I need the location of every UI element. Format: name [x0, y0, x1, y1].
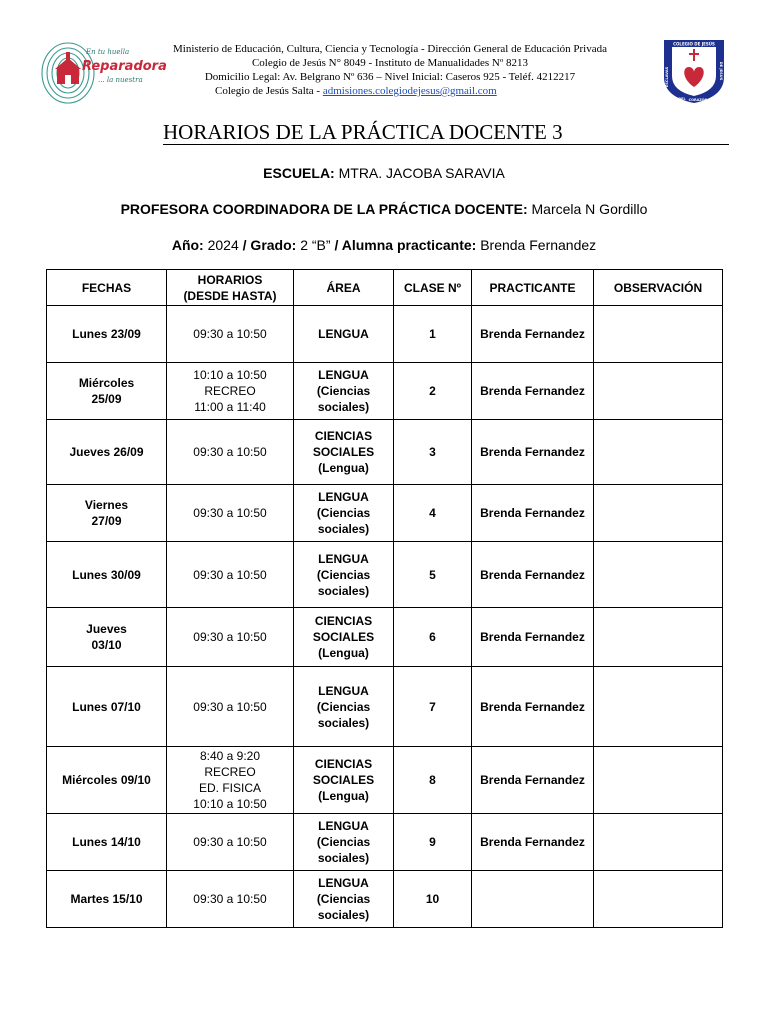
- cell-practicante: Brenda Fernandez: [472, 608, 594, 667]
- cell-observacion: [594, 420, 723, 485]
- svg-text:COLEGIO DE JESÚS: COLEGIO DE JESÚS: [673, 41, 715, 47]
- table-row: [47, 608, 723, 667]
- table-header-row: [47, 270, 723, 306]
- cell-fecha: Viernes 27/09: [47, 485, 167, 542]
- cell-practicante: Brenda Fernandez: [472, 420, 594, 485]
- cell-observacion: [594, 542, 723, 608]
- cell-area: CIENCIAS SOCIALES (Lengua): [294, 608, 394, 667]
- cell-horario: 09:30 a 10:50: [167, 542, 294, 608]
- reparadora-logo: [38, 38, 167, 108]
- cell-area: LENGUA (Ciencias sociales): [294, 667, 394, 747]
- cell-area: CIENCIAS SOCIALES (Lengua): [294, 747, 394, 814]
- header-line-school: Colegio de Jesús N° 8049 - Instituto de Manualidades Nº 8213: [251, 57, 529, 69]
- email-link[interactable]: admisiones.colegiodejesus@gmail.com: [322, 85, 497, 97]
- cell-area: LENGUA (Ciencias sociales): [294, 871, 394, 928]
- cell-observacion: [594, 363, 723, 420]
- school-line: ESCUELA: MTRA. JACOBA SARAVIA: [263, 165, 505, 181]
- header-area: ÁREA: [294, 270, 394, 306]
- svg-text:CORAZÓN: CORAZÓN: [688, 98, 708, 102]
- header-line-address: Domicilio Legal: Av. Belgrano Nº 636 – Nivel Inicial: Caseros 925 - Teléf. 4212217: [204, 71, 576, 83]
- cell-clase: 2: [394, 363, 472, 420]
- svg-text:Reparadora: Reparadora: [82, 59, 167, 74]
- cell-horario: 09:30 a 10:50: [167, 485, 294, 542]
- cell-clase: 4: [394, 485, 472, 542]
- cell-horario: 09:30 a 10:50: [167, 814, 294, 871]
- svg-text:... la nuestra: ... la nuestra: [98, 76, 143, 84]
- cell-practicante: [472, 871, 594, 928]
- cell-horario: 10:10 a 10:50 RECREO 11:00 a 11:40: [167, 363, 294, 420]
- colegio-de-jesus-crest: [660, 37, 728, 105]
- table-body: [47, 306, 723, 928]
- cell-practicante: Brenda Fernandez: [472, 306, 594, 363]
- cell-fecha: Miércoles 09/10: [47, 747, 167, 814]
- meta-line: Año: 2024 / Grado: 2 “B” / Alumna practicante: Brenda Fernandez: [171, 237, 597, 253]
- table-row: [47, 871, 723, 928]
- table-row: [47, 306, 723, 363]
- cell-fecha: Lunes 23/09: [47, 306, 167, 363]
- cell-clase: 9: [394, 814, 472, 871]
- cell-clase: 1: [394, 306, 472, 363]
- cell-area: LENGUA: [294, 306, 394, 363]
- header-practicante: PRACTICANTE: [472, 270, 594, 306]
- cell-area: CIENCIAS SOCIALES (Lengua): [294, 420, 394, 485]
- cell-practicante: Brenda Fernandez: [472, 363, 594, 420]
- header-horarios: HORARIOS (DESDE HASTA): [167, 270, 294, 306]
- cell-observacion: [594, 814, 723, 871]
- cell-fecha: Lunes 07/10: [47, 667, 167, 747]
- svg-text:DEL: DEL: [678, 97, 686, 101]
- cell-clase: 6: [394, 608, 472, 667]
- cell-practicante: Brenda Fernandez: [472, 485, 594, 542]
- table-row: [47, 747, 723, 814]
- coordinator-line: PROFESORA COORDINADORA DE LA PRÁCTICA DOCENTE: Marcela N Gordillo: [120, 201, 648, 217]
- table-row: [47, 542, 723, 608]
- cell-fecha: Martes 15/10: [47, 871, 167, 928]
- cell-clase: 7: [394, 667, 472, 747]
- cell-observacion: [594, 485, 723, 542]
- cell-clase: 8: [394, 747, 472, 814]
- cell-horario: 09:30 a 10:50: [167, 306, 294, 363]
- cell-observacion: [594, 747, 723, 814]
- cell-fecha: Jueves 26/09: [47, 420, 167, 485]
- svg-text:DE JESÚS: DE JESÚS: [719, 61, 723, 81]
- header-clase: CLASE Nº: [394, 270, 472, 306]
- cell-clase: 5: [394, 542, 472, 608]
- svg-text:En tu huella: En tu huella: [86, 48, 130, 56]
- cell-fecha: Lunes 14/10: [47, 814, 167, 871]
- cell-horario: 09:30 a 10:50: [167, 871, 294, 928]
- header-fechas: FECHAS: [47, 270, 167, 306]
- cell-area: LENGUA (Ciencias sociales): [294, 814, 394, 871]
- cell-practicante: Brenda Fernandez: [472, 747, 594, 814]
- page-title: HORARIOS DE LA PRÁCTICA DOCENTE 3: [163, 120, 729, 145]
- cell-observacion: [594, 306, 723, 363]
- cell-fecha: Jueves 03/10: [47, 608, 167, 667]
- header-observacion: OBSERVACIÓN: [594, 270, 723, 306]
- cell-observacion: [594, 667, 723, 747]
- cell-horario: 8:40 a 9:20 RECREO ED. FISICA 10:10 a 10:50: [167, 747, 294, 814]
- table-row: [47, 420, 723, 485]
- cell-fecha: Lunes 30/09: [47, 542, 167, 608]
- table-row: [47, 363, 723, 420]
- table-row: [47, 667, 723, 747]
- header-line-contact: Colegio de Jesús Salta - admisiones.colegiodejesus@gmail.com: [215, 85, 497, 97]
- cell-area: LENGUA (Ciencias sociales): [294, 485, 394, 542]
- cell-clase: 10: [394, 871, 472, 928]
- table-row: [47, 485, 723, 542]
- cell-practicante: Brenda Fernandez: [472, 542, 594, 608]
- cell-practicante: Brenda Fernandez: [472, 814, 594, 871]
- cell-practicante: Brenda Fernandez: [472, 667, 594, 747]
- cell-fecha: Miércoles 25/09: [47, 363, 167, 420]
- cell-observacion: [594, 871, 723, 928]
- institution-header: [150, 42, 630, 98]
- cell-horario: 09:30 a 10:50: [167, 420, 294, 485]
- svg-text:ESCLAVAS: ESCLAVAS: [665, 66, 669, 88]
- cell-observacion: [594, 608, 723, 667]
- cell-clase: 3: [394, 420, 472, 485]
- cell-horario: 09:30 a 10:50: [167, 667, 294, 747]
- table-row: [47, 814, 723, 871]
- header-line-ministry: Ministerio de Educación, Cultura, Ciencia y Tecnología - Dirección General de Educación Privada: [173, 43, 607, 55]
- schedule-table: [46, 269, 723, 928]
- cell-area: LENGUA (Ciencias sociales): [294, 363, 394, 420]
- cell-horario: 09:30 a 10:50: [167, 608, 294, 667]
- cell-area: LENGUA (Ciencias sociales): [294, 542, 394, 608]
